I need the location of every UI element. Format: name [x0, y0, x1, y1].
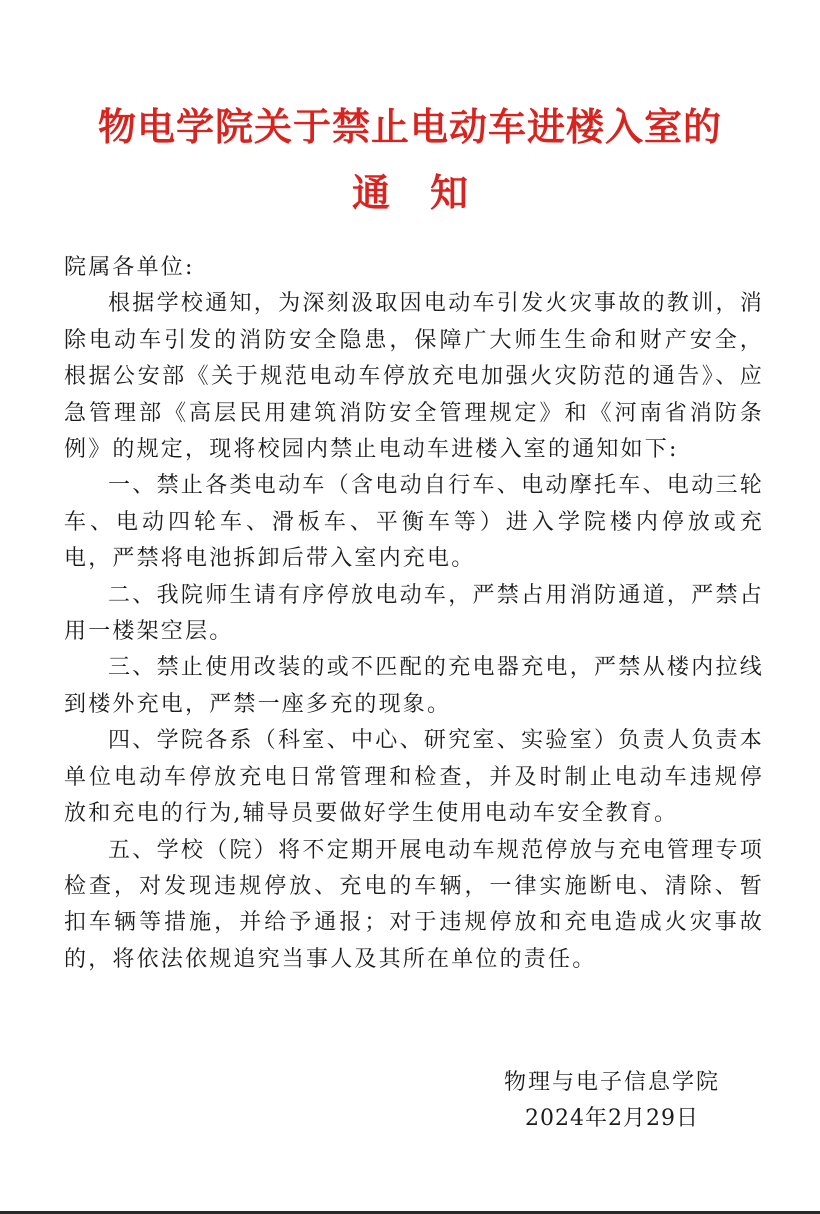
salutation: 院属各单位: — [64, 255, 195, 280]
paragraph-item-2: 二、我院师生请有序停放电动车，严禁占用消防通道，严禁占用一楼架空层。 — [64, 582, 764, 645]
paragraph-item-1: 一、禁止各类电动车（含电动自行车、电动摩托车、电动三轮车、电动四轮车、滑板车、平衡车等）进入学院楼内停放或充电，严禁将电池拆卸后带入室内充电。 — [64, 473, 764, 572]
signature-date: 2024年2月29日 — [525, 1106, 699, 1131]
paragraph-item-5: 五、学校（院）将不定期开展电动车规范停放与充电管理专项检查，对发现违规停放、充电的车辆，一律实施断电、清除、暂扣车辆等措施，并给予通报；对于违规停放和充电造成火灾事故的，将依法依规追究当事人及其所在单位的责任。 — [64, 837, 764, 972]
paragraph-item-3: 三、禁止使用改装的或不匹配的充电器充电，严禁从楼内拉线到楼外充电，严禁一座多充的现象。 — [64, 655, 764, 717]
paragraph-intro: 根据学校通知，为深刻汲取因电动车引发火灾事故的教训，消除电动车引发的消防安全隐患，保障广大师生生命和财产安全，根据公安部《关于规范电动车停放充电加强火灾防范的通告》、应急管理部《高层民用建筑消防安全管理规定》和《河南省消防条例》的规定，现将校园内禁止电动车进楼入室的通知如下: — [64, 291, 764, 463]
notice-title-line-1: 物电学院关于禁止电动车进楼入室的 — [97, 104, 722, 149]
paragraph-item-4: 四、学院各系（科室、中心、研究室、实验室）负责人负责本单位电动车停放充电日常管理和检查，并及时制止电动车违规停放和充电的行为,辅导员要做好学生使用电动车安全教育。 — [64, 728, 764, 827]
signature-organization: 物理与电子信息学院 — [503, 1070, 720, 1095]
notice-title-line-2: 通知 — [351, 170, 508, 215]
notice-body — [64, 250, 764, 978]
